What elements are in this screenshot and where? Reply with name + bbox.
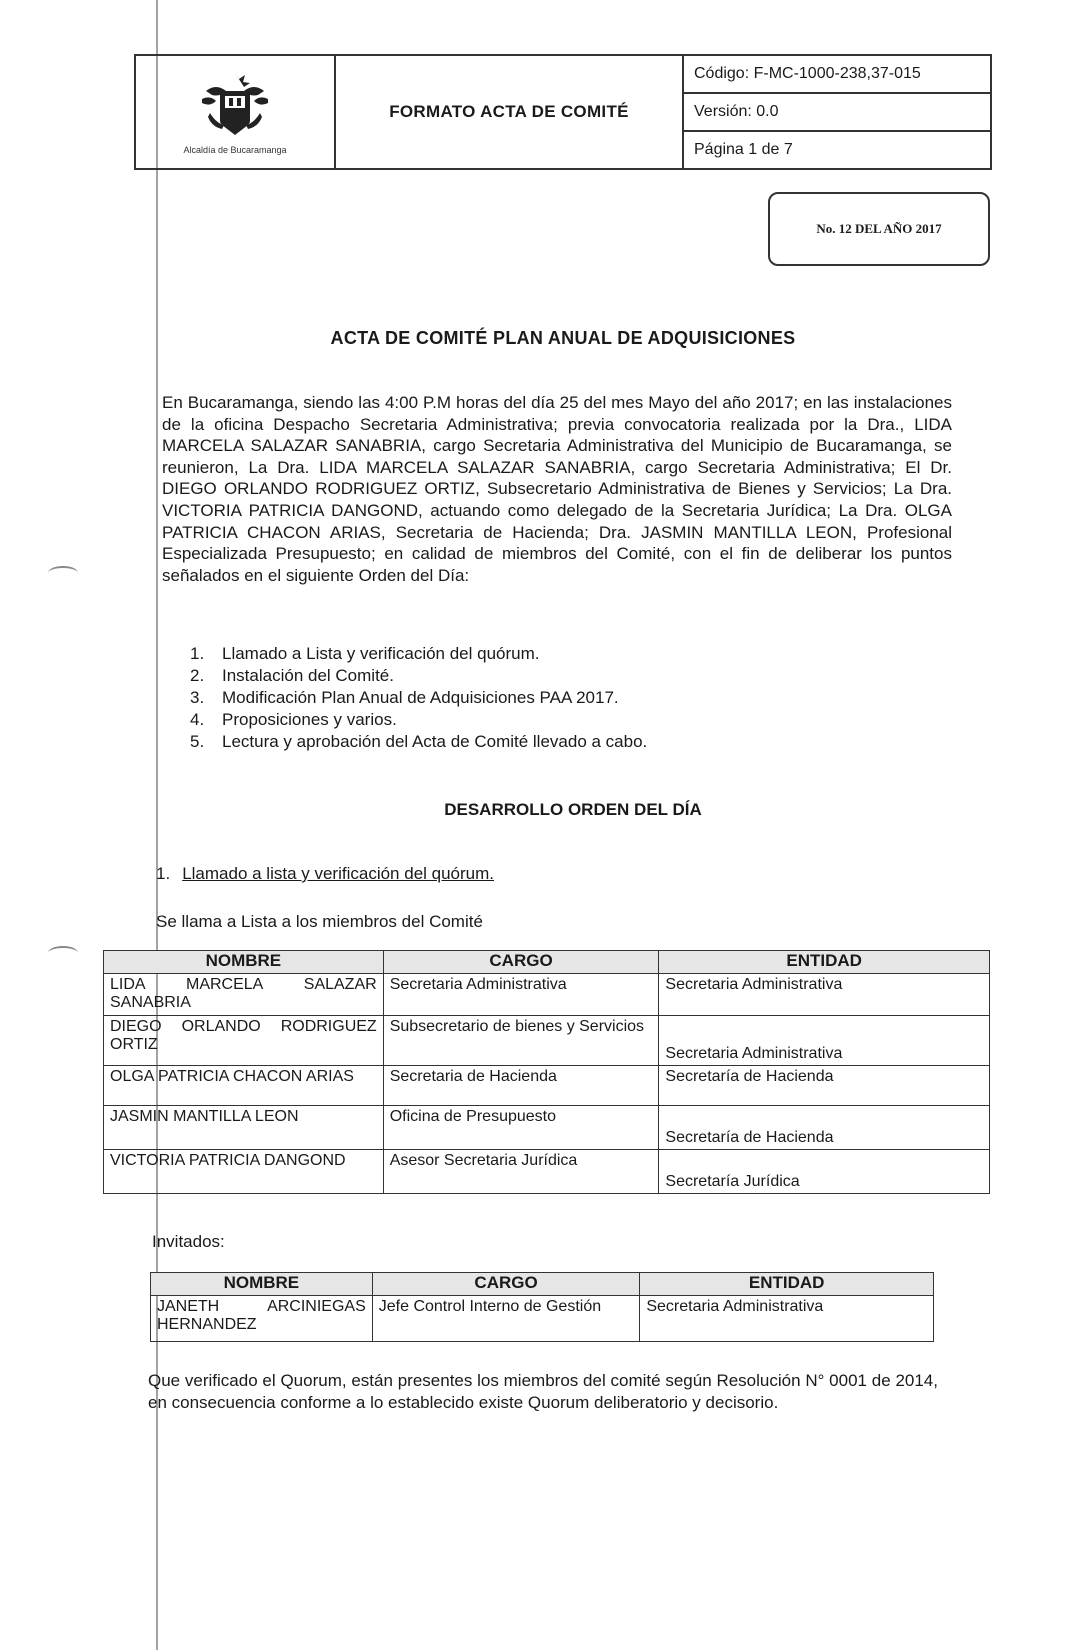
member-cargo: Secretaria de Hacienda — [383, 1066, 659, 1106]
member-name: JASMIN MANTILLA LEON — [104, 1106, 384, 1150]
member-name: OLGA PATRICIA CHACON ARIAS — [104, 1066, 384, 1106]
table-row — [104, 1106, 990, 1150]
coat-of-arms-icon — [196, 69, 274, 143]
invited-entidad: Secretaria Administrativa — [640, 1296, 934, 1342]
form-page-number: Página 1 de 7 — [694, 141, 793, 158]
column-header: ENTIDAD — [640, 1273, 934, 1296]
agenda-item: 2. Instalación del Comité. — [190, 666, 394, 685]
table-row — [104, 1066, 990, 1106]
acta-number-box: No. 12 DEL AÑO 2017 — [768, 192, 990, 266]
intro-paragraph: En Bucaramanga, siendo las 4:00 P.M horas del día 25 del mes Mayo del año 2017; en las instalaciones de la oficina Despacho Secretaria Administrativa; previa convocatoria realizada por la Dra., LIDA MARCELA SALAZAR SANABRIA, cargo Secretaria Administrativa del Municipio de Bucaramanga, se reunieron, La Dra. LIDA MARCELA SALAZAR SANABRIA, cargo Secretaria Administrativa; El Dr. DIEGO ORLANDO RODRIGUEZ ORTIZ, Subsecretario Administrativa de Bienes y Servicios; La Dra. VICTORIA PATRICIA DANGOND, actuando como delegado de la Secretaria Jurídica; La Dra. OLGA PATRICIA CHACON ARIAS, Secretaria de Hacienda; Dra. JASMIN MANTILLA LEON, Profesional Especializada Presupuesto; en calidad de miembros del Comité, con el fin de deliberar los puntos señalados en el siguiente Orden del Día: — [162, 393, 952, 585]
member-name: LIDA MARCELA SALAZAR SANABRIA — [104, 974, 384, 1016]
call-sentence: Se llama a Lista a los miembros del Comité — [156, 912, 483, 931]
invited-name: JANETH ARCINIEGAS HERNANDEZ — [151, 1296, 373, 1342]
column-header: CARGO — [383, 951, 659, 974]
member-entidad: Secretaria Administrativa — [659, 1016, 990, 1066]
quorum-paragraph: Que verificado el Quorum, están presentes los miembros del comité según Resolución N° 0001 de 2014, en consecuencia conforme a lo establecido existe Quorum deliberatorio y decisorio. — [148, 1371, 938, 1412]
item-heading: 1. Llamado a lista y verificación del quórum. — [156, 864, 495, 883]
member-entidad: Secretaria Administrativa — [659, 974, 990, 1016]
document-title: ACTA DE COMITÉ PLAN ANUAL DE ADQUISICIONES — [330, 328, 796, 348]
table-row — [151, 1296, 934, 1342]
member-entidad: Secretaría de Hacienda — [659, 1106, 990, 1150]
section-title: DESARROLLO ORDEN DEL DÍA — [444, 800, 702, 819]
agenda-item: 1. Llamado a Lista y verificación del quórum. — [190, 644, 540, 663]
form-version: Versión: 0.0 — [684, 94, 990, 132]
table-header-row — [151, 1273, 934, 1296]
member-cargo: Subsecretario de bienes y Servicios — [383, 1016, 659, 1066]
agenda-item: 3. Modificación Plan Anual de Adquisiciones PAA 2017. — [190, 688, 619, 707]
agenda-list — [190, 643, 647, 753]
agenda-item: 5. Lectura y aprobación del Acta de Comité llevado a cabo. — [190, 732, 648, 751]
agenda-item: 4. Proposiciones y varios. — [190, 710, 397, 729]
form-code: Código: F-MC-1000-238,37-015 — [684, 56, 990, 94]
document-header — [134, 54, 992, 170]
column-header: NOMBRE — [104, 951, 384, 974]
member-cargo: Oficina de Presupuesto — [383, 1106, 659, 1150]
member-cargo: Secretaria Administrativa — [383, 974, 659, 1016]
table-row — [104, 1150, 990, 1194]
punch-hole-mark — [48, 946, 78, 960]
punch-hole-mark — [48, 566, 78, 580]
table-header-row — [104, 951, 990, 974]
member-entidad: Secretaría Jurídica — [659, 1150, 990, 1194]
member-name: DIEGO ORLANDO RODRIGUEZ ORTIZ — [104, 1016, 384, 1066]
column-header: NOMBRE — [151, 1273, 373, 1296]
table-row — [104, 1016, 990, 1066]
member-cargo: Asesor Secretaria Jurídica — [383, 1150, 659, 1194]
logo-cell — [136, 56, 336, 168]
members-table — [103, 950, 990, 1194]
logo-city-name: Alcaldía de Bucaramanga — [183, 145, 287, 155]
form-title: FORMATO ACTA DE COMITÉ — [336, 56, 684, 168]
invited-cargo: Jefe Control Interno de Gestión — [372, 1296, 640, 1342]
member-entidad: Secretaría de Hacienda — [659, 1066, 990, 1106]
table-row — [104, 974, 990, 1016]
invited-label: Invitados: — [152, 1232, 225, 1251]
form-meta — [684, 56, 990, 168]
member-name: VICTORIA PATRICIA DANGOND — [104, 1150, 384, 1194]
column-header: CARGO — [372, 1273, 640, 1296]
column-header: ENTIDAD — [659, 951, 990, 974]
invited-table — [150, 1272, 934, 1342]
